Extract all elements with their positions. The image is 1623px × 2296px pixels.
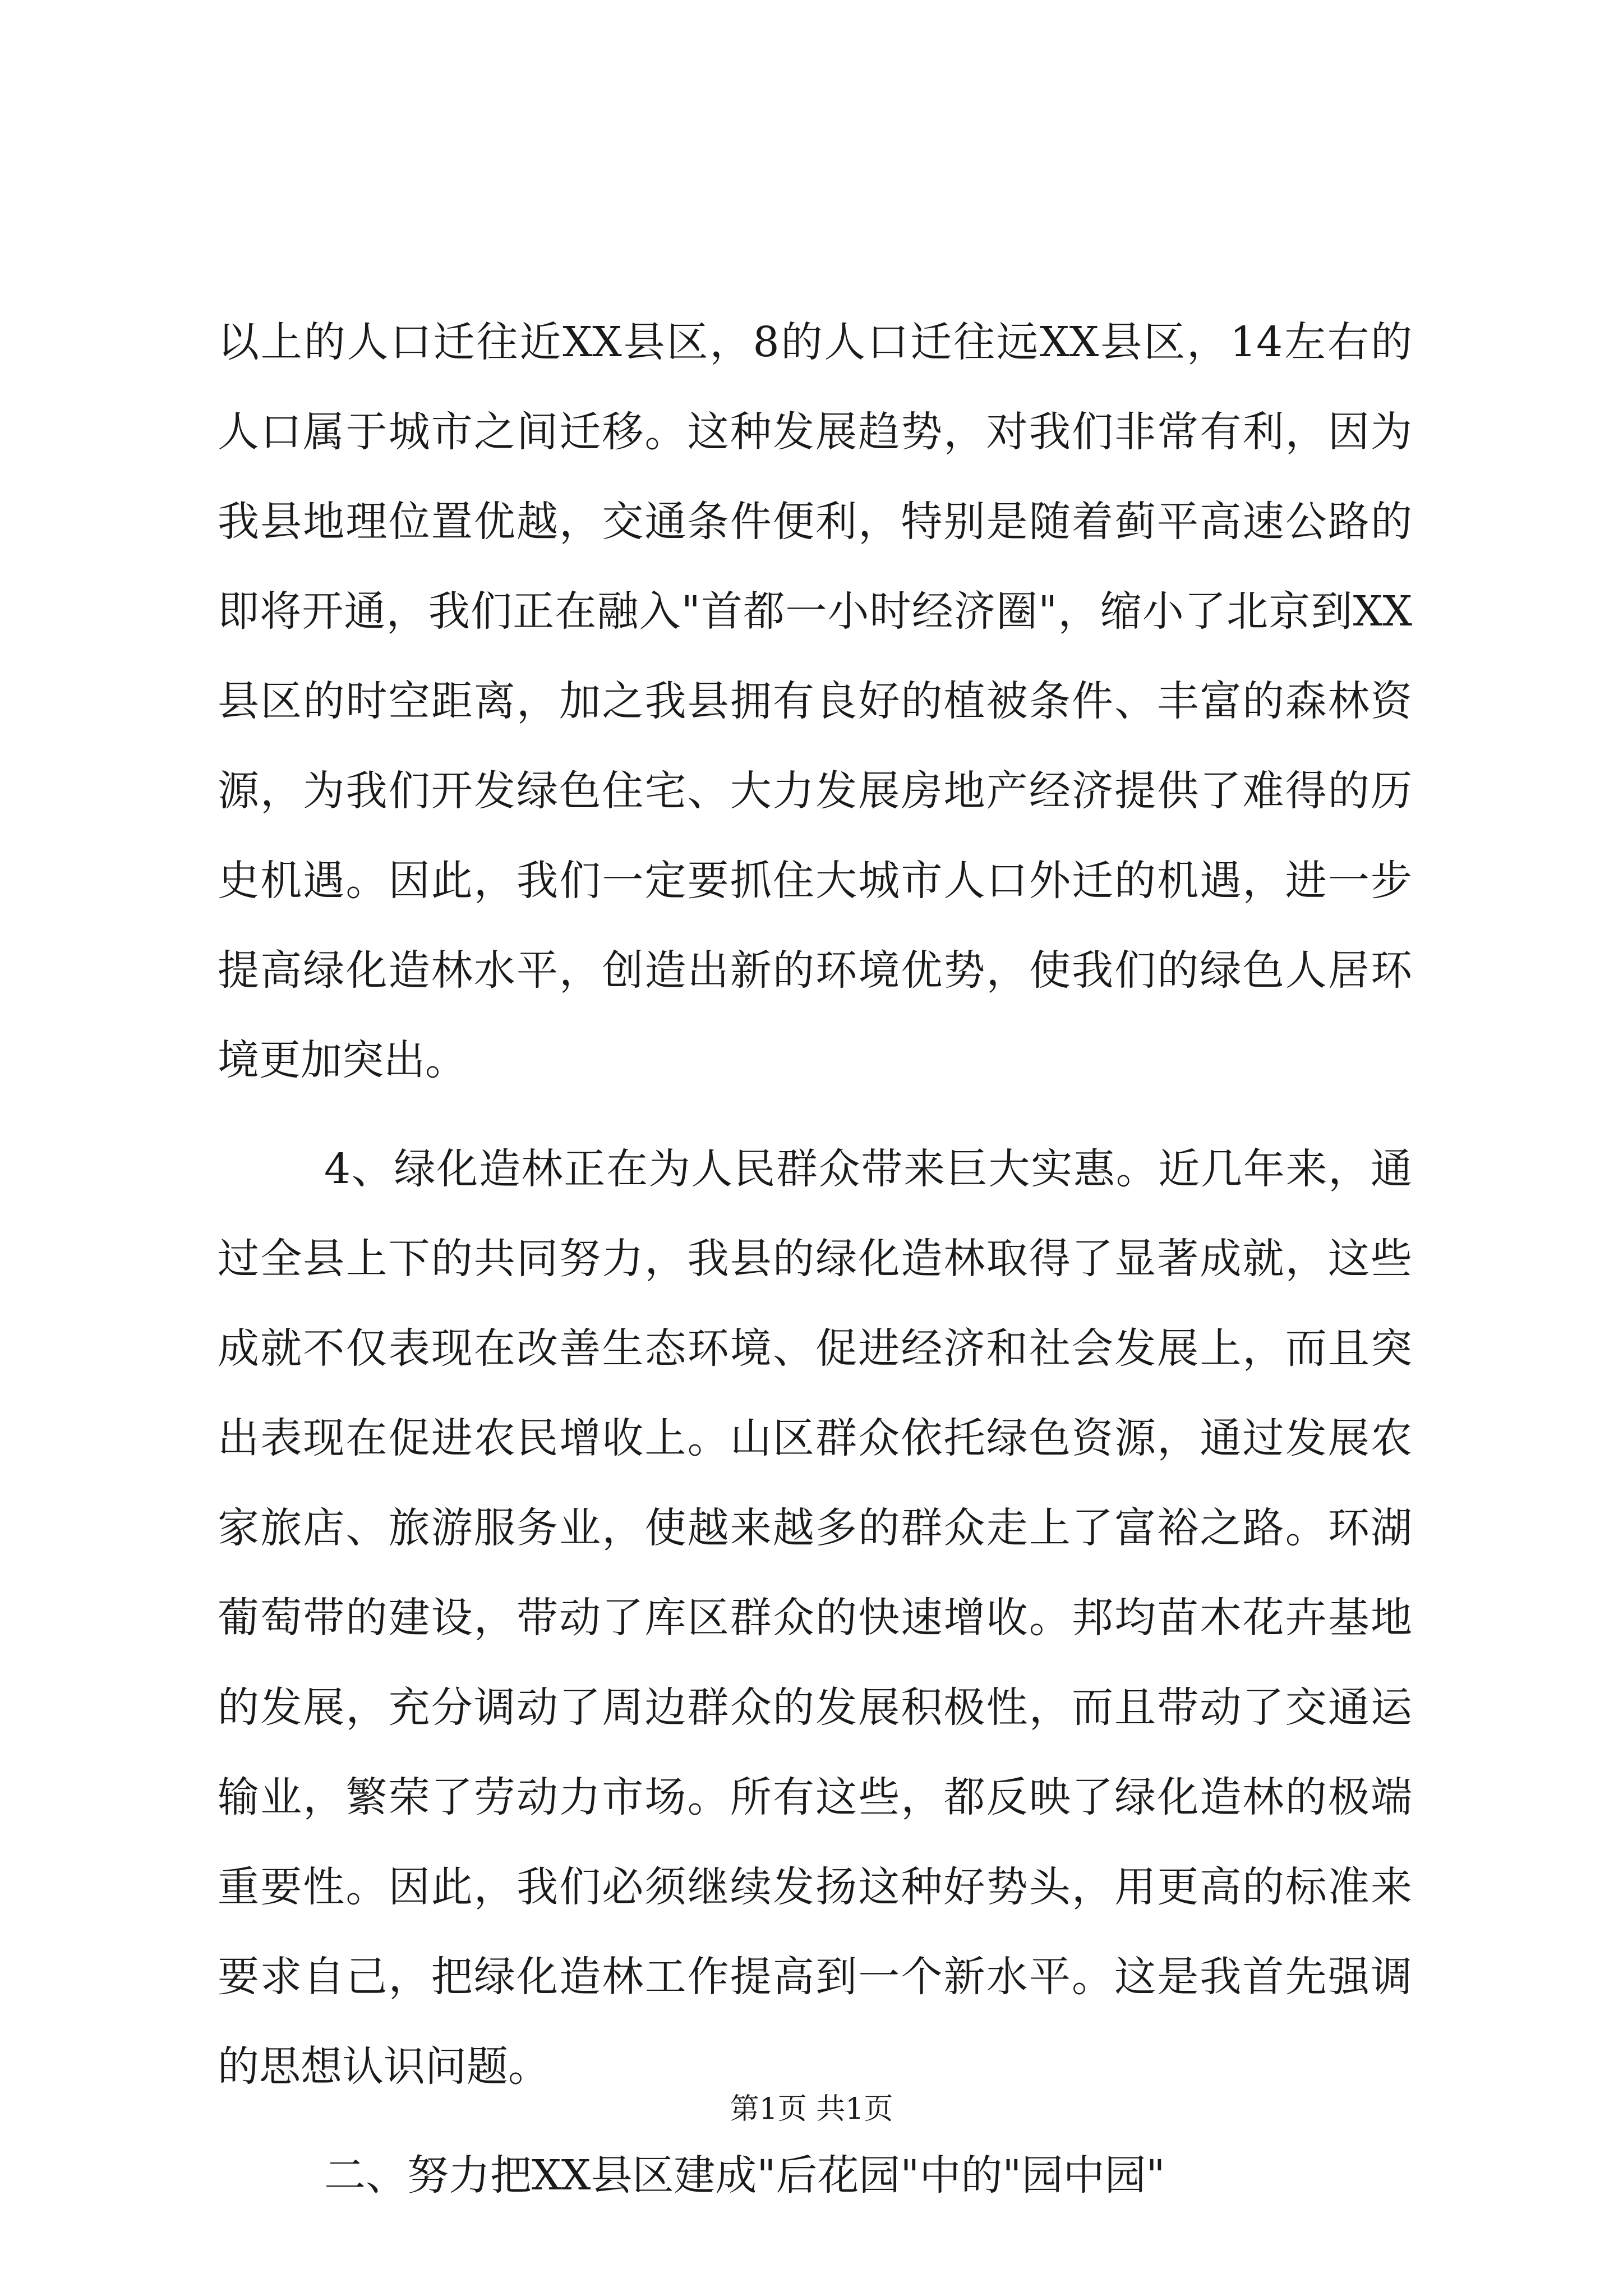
text-line: 人口属于城市之间迁移。这种发展趋势，对我们非常有利，因为 (218, 408, 1412, 456)
document-body (218, 297, 1412, 2220)
text-line: 境更加突出。 (218, 1036, 467, 1084)
text-line: 的思想认识问题。 (218, 2042, 550, 2091)
page-footer: 第1页 共1页 (730, 2092, 893, 2126)
text-line: 4、绿化造林正在为人民群众带来巨大实惠。近几年来，通 (324, 1145, 1412, 1193)
text-line: 提高绿化造林水平，创造出新的环境优势，使我们的绿色人居环 (218, 946, 1412, 995)
text-line: 要求自己，把绿化造林工作提高到一个新水平。这是我首先强调 (218, 1953, 1412, 2001)
text-line: 葡萄带的建设，带动了库区群众的快速增收。邦均苗木花卉基地 (218, 1594, 1412, 1642)
text-line: 重要性。因此，我们必须继续发扬这种好势头，用更高的标准来 (218, 1863, 1412, 1911)
text-line: 的发展，充分调动了周边群众的发展积极性，而且带动了交通运 (218, 1683, 1412, 1732)
text-line: 史机遇。因此，我们一定要抓住大城市人口外迁的机遇，进一步 (218, 857, 1412, 905)
text-line: 成就不仅表现在改善生态环境、促进经济和社会发展上，而且突 (218, 1324, 1412, 1373)
text-line: 即将开通，我们正在融入"首都一小时经济圈"，缩小了北京到XX (218, 587, 1412, 636)
text-line: 县区的时空距离，加之我县拥有良好的植被条件、丰富的森林资 (218, 677, 1412, 725)
text-line: 我县地理位置优越，交通条件便利，特别是随着蓟平高速公路的 (218, 498, 1412, 546)
text-line: 源，为我们开发绿色住宅、大力发展房地产经济提供了难得的历 (218, 767, 1412, 815)
text-line: 以上的人口迁往近XX县区，8的人口迁往远XX县区，14左右的 (218, 318, 1412, 366)
text-line: 家旅店、旅游服务业，使越来越多的群众走上了富裕之路。环湖 (218, 1504, 1412, 1552)
paragraph-spacing (218, 1105, 1412, 1124)
section-heading: 二、努力把XX县区建成"后花园"中的"园中园" (324, 2151, 1165, 2200)
text-line: 过全县上下的共同努力，我县的绿化造林取得了显著成就，这些 (218, 1235, 1412, 1283)
paragraph-2 (218, 1124, 1412, 2111)
text-line: 输业，繁荣了劳动力市场。所有这些，都反映了绿化造林的极端 (218, 1773, 1412, 1821)
text-line: 出表现在促进农民增收上。山区群众依托绿色资源，通过发展农 (218, 1414, 1412, 1462)
paragraph-1 (218, 297, 1412, 1105)
